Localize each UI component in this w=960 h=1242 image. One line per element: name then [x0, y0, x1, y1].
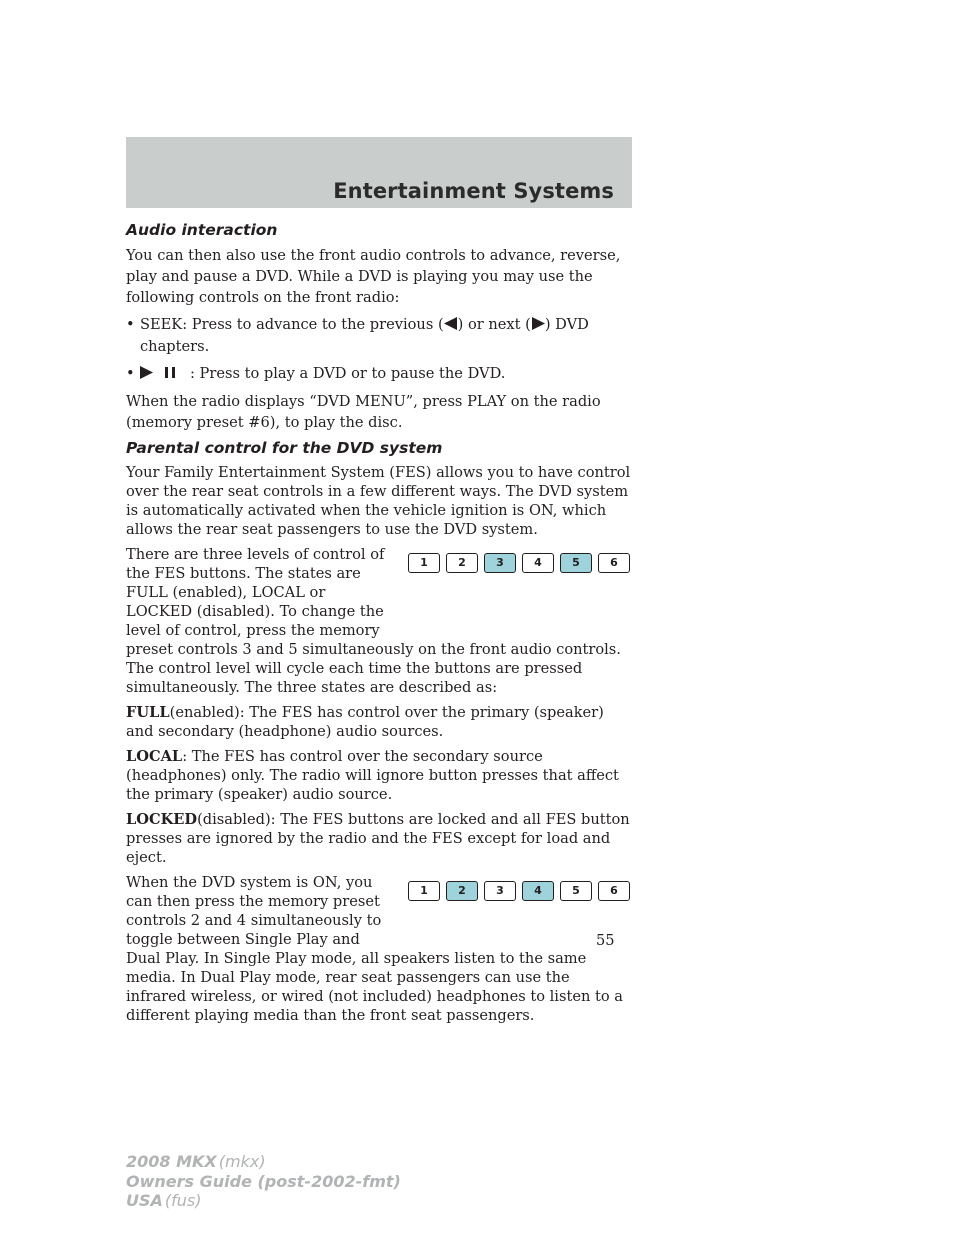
seek-bullet [126, 314, 634, 357]
previous-arrow-icon [444, 315, 458, 336]
locked-state-paragraph [126, 810, 634, 867]
preset-button-4: 4 [522, 881, 554, 901]
next-arrow-icon [531, 315, 545, 336]
audio-interaction-heading: Audio interaction [126, 221, 278, 239]
header-band [126, 137, 632, 208]
preset-button-5: 5 [560, 881, 592, 901]
audio-intro-paragraph: You can then also use the front audio controls to advance, reverse, play and pause a DVD. While a DVD is playing you may use the following controls on the front radio: [126, 247, 621, 306]
preset-button-2: 2 [446, 553, 478, 573]
full-text: (enabled): The FES has control over the primary (speaker) and secondary (headphone) audio sources. [126, 704, 604, 740]
dual-play-block [126, 873, 634, 1025]
preset-button-1: 1 [408, 553, 440, 573]
seek-bullet-text [140, 314, 634, 357]
page-header-title: Entertainment Systems [333, 179, 614, 203]
play-pause-icon [140, 364, 190, 385]
footer-line-2 [126, 1172, 401, 1192]
locked-text: (disabled): The FES buttons are locked and all FES button presses are ignored by the radio and the FES except for load and eject. [126, 811, 630, 866]
dvd-menu-paragraph: When the radio displays “DVD MENU”, press PLAY on the radio (memory preset #6), to play the disc. [126, 393, 601, 431]
local-text: : The FES has control over the secondary source (headphones) only. The radio will ignore button presses that affect the primary (speaker) audio source. [126, 748, 619, 803]
fes-intro-paragraph: Your Family Entertainment System (FES) allows you to have control over the rear seat controls in a few different ways. The DVD system is automatically activated when the vehicle ignition is ON, which allows the rear seat passengers to use the DVD system. [126, 464, 631, 538]
local-state-paragraph [126, 747, 634, 804]
preset-button-3: 3 [484, 553, 516, 573]
page-content [126, 221, 634, 1031]
page-number: 55 [596, 932, 615, 949]
footer-line-1 [126, 1152, 401, 1172]
footer-guide-name: Owners Guide (post-2002-fmt) [126, 1171, 401, 1191]
document-footer [126, 1152, 401, 1211]
preset-button-1: 1 [408, 881, 440, 901]
footer-model-code: (mkx) [218, 1152, 266, 1171]
full-state-paragraph [126, 703, 634, 741]
footer-model: 2008 MKX [126, 1152, 217, 1171]
local-term: LOCAL [126, 748, 183, 765]
footer-market-code: (fus) [164, 1191, 202, 1210]
locked-term: LOCKED [126, 811, 198, 828]
play-pause-bullet [126, 363, 634, 385]
preset-button-5: 5 [560, 553, 592, 573]
memory-preset-buttons-3-5-figure [408, 553, 630, 573]
parental-control-heading: Parental control for the DVD system [126, 439, 443, 457]
footer-line-3 [126, 1191, 401, 1211]
full-term: FULL [126, 704, 170, 721]
play-pause-text: : Press to play a DVD or to pause the DVD. [190, 365, 506, 382]
play-pause-bullet-text [140, 363, 634, 385]
dual-play-text: When the DVD system is ON, you can then press the memory preset controls 2 and 4 simultaneously to toggle between Single Play and Dual Play. In Single Play mode, all speakers listen to the same media. In Dual Play mode, rear seat passengers can use the infrared wireless, or wired (not included) headphones to listen to a different playing media than the front seat passengers. [126, 874, 623, 1024]
preset-button-4: 4 [522, 553, 554, 573]
footer-market: USA [126, 1191, 163, 1210]
seek-text-prefix: SEEK: Press to advance to the previous ( [140, 316, 444, 333]
preset-button-2: 2 [446, 881, 478, 901]
bullet-dot: • [126, 365, 135, 382]
memory-preset-buttons-2-4-figure [408, 881, 630, 901]
seek-text-middle: ) or next ( [457, 316, 531, 333]
preset-button-6: 6 [598, 881, 630, 901]
seek-text-suffix: ) DVD chapters. [140, 316, 589, 355]
preset-button-3: 3 [484, 881, 516, 901]
bullet-dot: • [126, 316, 135, 333]
control-levels-block [126, 545, 634, 697]
preset-button-6: 6 [598, 553, 630, 573]
control-levels-text: There are three levels of control of the FES buttons. The states are FULL (enabled), LOCAL or LOCKED (disabled). To change the level of control, press the memory preset controls 3 and 5 simultaneously on the front audio controls. The control level will cycle each time the buttons are pressed simultaneously. The three states are described as: [126, 546, 621, 696]
